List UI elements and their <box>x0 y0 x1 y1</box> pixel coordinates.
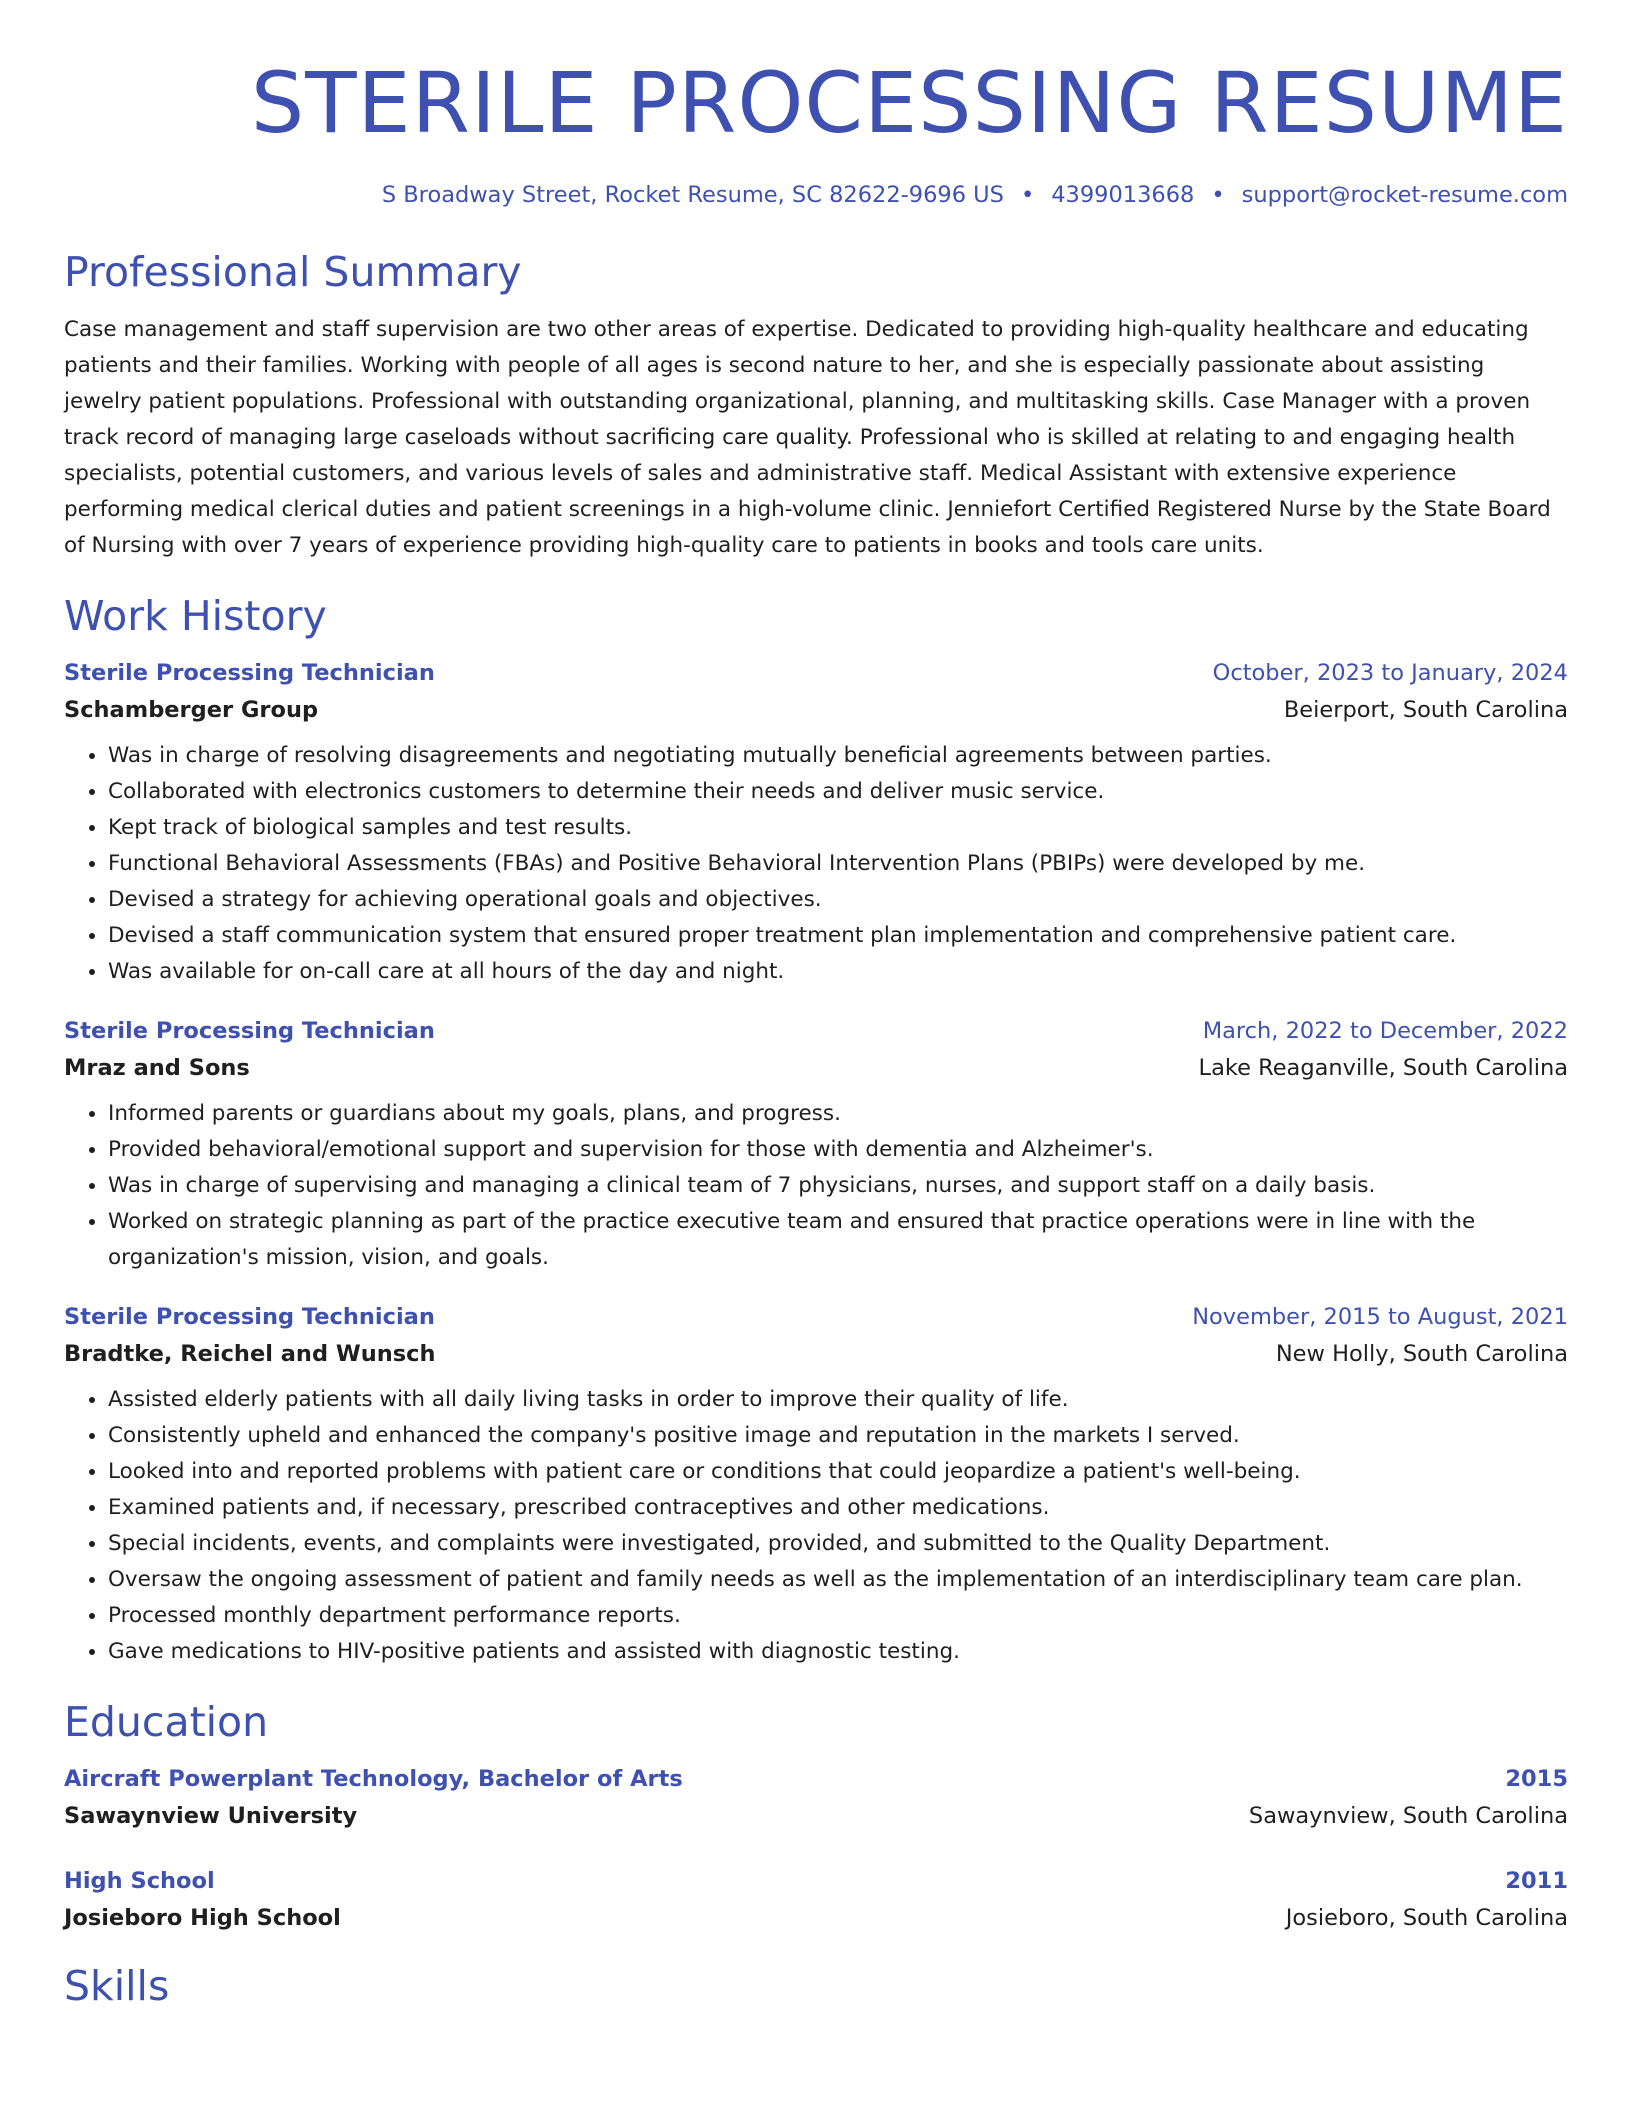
job-bullets <box>64 1096 1568 1276</box>
bullet-item: • Kept track of biological samples and test results. <box>108 810 1568 846</box>
contact-separator: • <box>1211 182 1225 208</box>
job-role: Sterile Processing Technician <box>64 660 435 686</box>
bullet-item: • Processed monthly department performance reports. <box>108 1598 1568 1634</box>
job-company: Mraz and Sons <box>64 1055 250 1081</box>
education-school: Sawaynview University <box>64 1803 358 1829</box>
education-heading: Education <box>64 1698 269 1746</box>
education-year: 2015 <box>1505 1766 1568 1792</box>
job-location: Beierport, South Carolina <box>1283 697 1568 723</box>
bullet-item: • Consistently upheld and enhanced the company's positive image and reputation in the markets I served. <box>108 1418 1568 1454</box>
bullet-item: • Looked into and reported problems with patient care or conditions that could jeopardize a patient's well-being. <box>108 1454 1568 1490</box>
bullet-item: • Functional Behavioral Assessments (FBAs) and Positive Behavioral Intervention Plans (PBIPs) were developed by me. <box>108 846 1568 882</box>
education-degree: Aircraft Powerplant Technology, Bachelor of Arts <box>64 1766 683 1792</box>
bullet-item: • Was available for on-call care at all hours of the day and night. <box>108 954 1568 990</box>
bullet-item: • Devised a staff communication system that ensured proper treatment plan implementation and comprehensive patient care. <box>108 918 1568 954</box>
education-year: 2011 <box>1505 1868 1568 1894</box>
job-dates: November, 2015 to August, 2021 <box>1192 1304 1568 1330</box>
bullet-item: • Assisted elderly patients with all daily living tasks in order to improve their quality of life. <box>108 1382 1568 1418</box>
education-entry <box>64 1762 1568 1836</box>
job-entry <box>64 1014 1568 1276</box>
bullet-item: • Informed parents or guardians about my goals, plans, and progress. <box>108 1096 1568 1132</box>
job-bullets <box>64 738 1568 990</box>
job-bullets <box>64 1382 1568 1670</box>
education-location: Sawaynview, South Carolina <box>1248 1803 1568 1829</box>
bullet-item: • Was in charge of supervising and managing a clinical team of 7 physicians, nurses, and support staff on a daily basis. <box>108 1168 1568 1204</box>
job-dates: March, 2022 to December, 2022 <box>1202 1018 1568 1044</box>
job-dates: October, 2023 to January, 2024 <box>1212 660 1568 686</box>
summary-heading: Professional Summary <box>64 248 522 296</box>
education-degree: High School <box>64 1868 215 1894</box>
job-location: New Holly, South Carolina <box>1275 1341 1568 1367</box>
bullet-item: • Collaborated with electronics customers to determine their needs and deliver music service. <box>108 774 1568 810</box>
job-entry <box>64 1300 1568 1670</box>
contact-address: S Broadway Street, Rocket Resume, SC 82622-9696 US <box>381 182 1004 208</box>
contact-email[interactable]: support@rocket-resume.com <box>1241 182 1568 208</box>
education-entry <box>64 1864 1568 1938</box>
contact-line <box>64 180 1568 210</box>
bullet-item: • Devised a strategy for achieving operational goals and objectives. <box>108 882 1568 918</box>
bullet-item: • Oversaw the ongoing assessment of patient and family needs as well as the implementation of an interdisciplinary team care plan. <box>108 1562 1568 1598</box>
job-role: Sterile Processing Technician <box>64 1018 435 1044</box>
job-company: Schamberger Group <box>64 697 319 723</box>
job-role: Sterile Processing Technician <box>64 1304 435 1330</box>
job-entry <box>64 656 1568 990</box>
summary-text: Case management and staff supervision are two other areas of expertise. Dedicated to providing high-quality healthcare and educating patients and their families. Working with people of all ages is second nature to her, and she is especially passionate about assisting jewelry patient populations. Professional with outstanding organizational, planning, and multitasking skills. Case Manager with a proven track record of managing large caseloads without sacrificing care quality. Professional who is skilled at relating to and engaging health specialists, potential customers, and various levels of sales and administrative staff. Medical Assistant with extensive experience performing medical clerical duties and patient screenings in a high-volume clinic. Jenniefort Certified Registered Nurse by the State Board of Nursing with over 7 years of experience providing high-quality care to patients in books and tools care units. <box>64 317 1551 558</box>
skills-heading: Skills <box>64 1962 170 2010</box>
contact-phone: 4399013668 <box>1051 182 1195 208</box>
education-location: Josieboro, South Carolina <box>1285 1905 1568 1931</box>
bullet-item: • Special incidents, events, and complaints were investigated, provided, and submitted to the Quality Department. <box>108 1526 1568 1562</box>
work-history-heading: Work History <box>64 592 327 640</box>
bullet-item: • Was in charge of resolving disagreements and negotiating mutually beneficial agreements between parties. <box>108 738 1568 774</box>
resume-title: STERILE PROCESSING RESUME <box>250 54 1568 152</box>
job-location: Lake Reaganville, South Carolina <box>1198 1055 1568 1081</box>
bullet-item: • Provided behavioral/emotional support and supervision for those with dementia and Alzheimer's. <box>108 1132 1568 1168</box>
bullet-item: • Worked on strategic planning as part of the practice executive team and ensured that practice operations were in line with the organization's mission, vision, and goals. <box>108 1204 1568 1276</box>
bullet-item: • Gave medications to HIV-positive patients and assisted with diagnostic testing. <box>108 1634 1568 1670</box>
job-company: Bradtke, Reichel and Wunsch <box>64 1341 436 1367</box>
bullet-item: • Examined patients and, if necessary, prescribed contraceptives and other medications. <box>108 1490 1568 1526</box>
education-school: Josieboro High School <box>64 1905 341 1931</box>
contact-separator: • <box>1020 182 1035 208</box>
